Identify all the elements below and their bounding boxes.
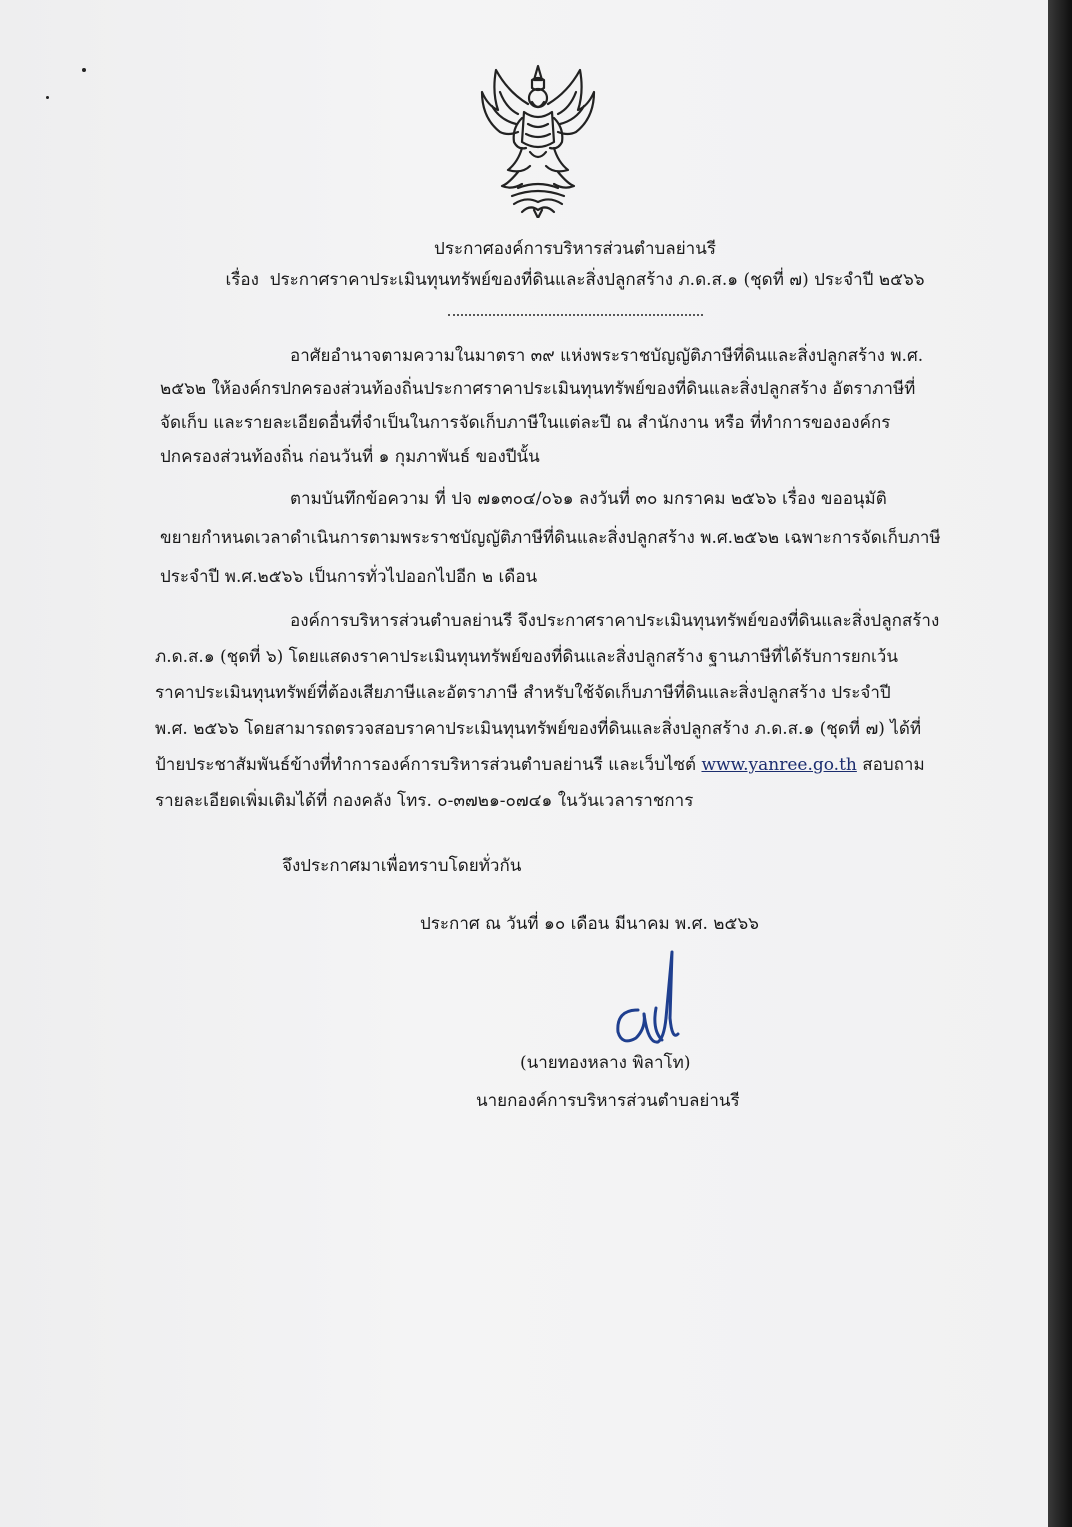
announcement-date: ประกาศ ณ วันที่ ๑๐ เดือน มีนาคม พ.ศ. ๒๕๖๖ — [420, 914, 759, 934]
subject-text: ประกาศราคาประเมินทุนทรัพย์ของที่ดินและสิ่งปลูกสร้าง ภ.ด.ส.๑ (ชุดที่ ๗) ประจำปี ๒๕๖๖ — [269, 270, 925, 290]
inquiry-text: สอบถาม — [856, 755, 925, 775]
speck — [46, 96, 49, 99]
paragraph-1-line-1: อาศัยอำนาจตามความในมาตรา ๓๙ แห่งพระราชบัญญัติภาษีที่ดินและสิ่งปลูกสร้าง พ.ศ. — [290, 346, 924, 366]
paragraph-1-line-3: จัดเก็บ และรายละเอียดอื่นที่จำเป็นในการจัดเก็บภาษีในแต่ละปี ณ สำนักงาน หรือ ที่ทำการขององค์กร — [160, 413, 891, 433]
paragraph-3-line-5 — [155, 754, 925, 776]
notice-board-text: ป้ายประชาสัมพันธ์ข้างที่ทำการองค์การบริหารส่วนตำบลย่านรี และเว็บไซต์ — [155, 755, 702, 775]
document-subject — [225, 269, 924, 291]
paragraph-3-line-3: ราคาประเมินทุนทรัพย์ที่ต้องเสียภาษีและอัตราภาษี สำหรับใช้จัดเก็บภาษีที่ดินและสิ่งปลูกสร้าง ประจำปี — [155, 683, 891, 703]
paragraph-3-line-6: รายละเอียดเพิ่มเติมได้ที่ กองคลัง โทร. ๐-๓๗๒๑-๐๗๔๑ ในวันเวลาราชการ — [155, 791, 694, 811]
signer-name: (นายทองหลาง พิลาโท) — [520, 1053, 691, 1073]
paragraph-2-line-2: ขยายกำหนดเวลาดำเนินการตามพระราชบัญญัติภาษีที่ดินและสิ่งปลูกสร้าง พ.ศ.๒๕๖๒ เฉพาะการจัดเก็บภาษี — [160, 528, 941, 548]
signature-icon — [608, 948, 690, 1048]
paragraph-3-line-2: ภ.ด.ส.๑ (ชุดที่ ๖) โดยแสดงราคาประเมินทุนทรัพย์ของที่ดินและสิ่งปลูกสร้าง ฐานภาษีที่ได้รับการยกเว้น — [155, 647, 898, 667]
divider — [448, 314, 703, 316]
speck — [82, 68, 86, 72]
subject-label: เรื่อง — [225, 270, 259, 290]
document-title: ประกาศองค์การบริหารส่วนตำบลย่านรี — [434, 239, 716, 259]
paragraph-3-line-1: องค์การบริหารส่วนตำบลย่านรี จึงประกาศราคาประเมินทุนทรัพย์ของที่ดินและสิ่งปลูกสร้าง — [290, 611, 940, 631]
signer-position: นายกองค์การบริหารส่วนตำบลย่านรี — [476, 1091, 740, 1111]
paragraph-1-line-2: ๒๕๖๒ ให้องค์กรปกครองส่วนท้องถิ่นประกาศราคาประเมินทุนทรัพย์ของที่ดินและสิ่งปลูกสร้าง อัตราภาษีที่ — [160, 379, 916, 399]
garuda-emblem-icon — [478, 62, 598, 218]
closing-statement: จึงประกาศมาเพื่อทราบโดยทั่วกัน — [282, 856, 522, 876]
paragraph-2-line-3: ประจำปี พ.ศ.๒๕๖๖ เป็นการทั่วไปออกไปอีก ๒ เดือน — [160, 567, 538, 587]
page-edge-shadow — [1048, 0, 1072, 1527]
website-link[interactable]: www.yanree.go.th — [701, 755, 857, 775]
paragraph-2-line-1: ตามบันทึกข้อความ ที่ ปจ ๗๑๓๐๔/๐๖๑ ลงวันที่ ๓๐ มกราคม ๒๕๖๖ เรื่อง ขออนุมัติ — [290, 489, 887, 509]
paragraph-1-line-4: ปกครองส่วนท้องถิ่น ก่อนวันที่ ๑ กุมภาพันธ์ ของปีนั้น — [160, 447, 540, 467]
paragraph-3-line-4: พ.ศ. ๒๕๖๖ โดยสามารถตรวจสอบราคาประเมินทุนทรัพย์ของที่ดินและสิ่งปลูกสร้าง ภ.ด.ส.๑ (ชุดที่ ๗) ได้ที่ — [155, 719, 922, 739]
